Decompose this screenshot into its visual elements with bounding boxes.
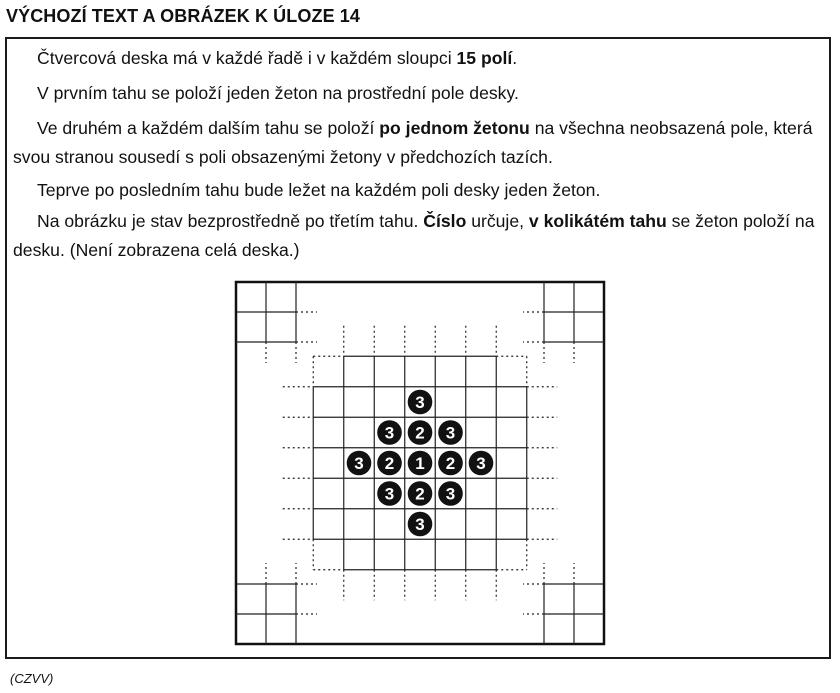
token-label-6: 2	[384, 454, 395, 473]
board-tokens	[347, 390, 494, 537]
token-9	[469, 451, 494, 476]
corner-bottom-right	[523, 563, 604, 644]
token-4	[438, 420, 463, 445]
token-3	[408, 420, 433, 445]
paragraph-3-run-3: na všechna neobsazená pole, která svou stranou sousedí s poli obsazenými žetony v předchozích tazích.	[13, 118, 813, 167]
paragraph-5-run-3: určuje,	[466, 211, 529, 231]
source-credit: (CZVV)	[10, 671, 54, 686]
paragraph-3	[13, 114, 825, 172]
token-label-2: 3	[384, 423, 395, 443]
token-11	[408, 481, 433, 506]
token-5	[347, 451, 372, 476]
paragraph-1	[13, 44, 825, 73]
corner-bottom-left	[236, 563, 317, 644]
board-svg	[234, 280, 606, 646]
board-figure	[234, 280, 606, 646]
paragraph-2	[13, 79, 825, 108]
paragraph-5-run-2: Číslo	[423, 211, 467, 231]
paragraph-3-run-2: po jednom žetonu	[379, 118, 530, 138]
token-label-8: 2	[445, 454, 456, 473]
token-label-12: 3	[445, 484, 456, 504]
corner-top-right	[523, 282, 604, 363]
token-label-11: 2	[415, 484, 425, 504]
token-label-1: 3	[415, 393, 425, 412]
paragraph-5	[13, 207, 825, 265]
task-heading: VÝCHOZÍ TEXT A OBRÁZEK K ÚLOZE 14	[6, 6, 360, 26]
token-8	[438, 451, 463, 476]
token-7	[408, 451, 433, 476]
token-label-3: 2	[415, 423, 425, 443]
paragraph-5-run-1: Na obrázku je stav bezprostředně po třetím tahu.	[37, 211, 424, 231]
paragraph-4	[13, 176, 825, 205]
paragraph-2-run-1: V prvním tahu se položí jeden žeton na prostřední pole desky.	[37, 83, 519, 103]
token-label-4: 3	[445, 423, 456, 443]
corner-top-left	[236, 282, 317, 363]
token-label-7: 1	[415, 454, 425, 473]
token-label-13: 3	[415, 515, 425, 534]
paragraph-4-run-1: Teprve po posledním tahu bude ležet na každém poli desky jeden žeton.	[37, 180, 601, 200]
paragraph-1-run-2: 15 polí	[456, 48, 513, 68]
paragraph-5-run-4: v kolikátém tahu	[528, 211, 667, 231]
paragraph-5-run-5: se žeton položí na desku. (Není zobrazena celá deska.)	[13, 211, 815, 260]
token-13	[408, 512, 433, 537]
paragraph-1-run-3: .	[512, 48, 518, 68]
token-label-5: 3	[354, 454, 364, 473]
token-label-10: 3	[384, 484, 395, 504]
token-10	[377, 481, 402, 506]
paragraph-3-run-1: Ve druhém a každém dalším tahu se položí	[37, 118, 380, 138]
token-6	[377, 451, 402, 476]
token-1	[408, 390, 433, 415]
token-2	[377, 420, 402, 445]
token-label-9: 3	[476, 454, 486, 473]
paragraph-1-run-1: Čtvercová deska má v každé řadě i v každém sloupci	[37, 48, 457, 68]
token-12	[438, 481, 463, 506]
